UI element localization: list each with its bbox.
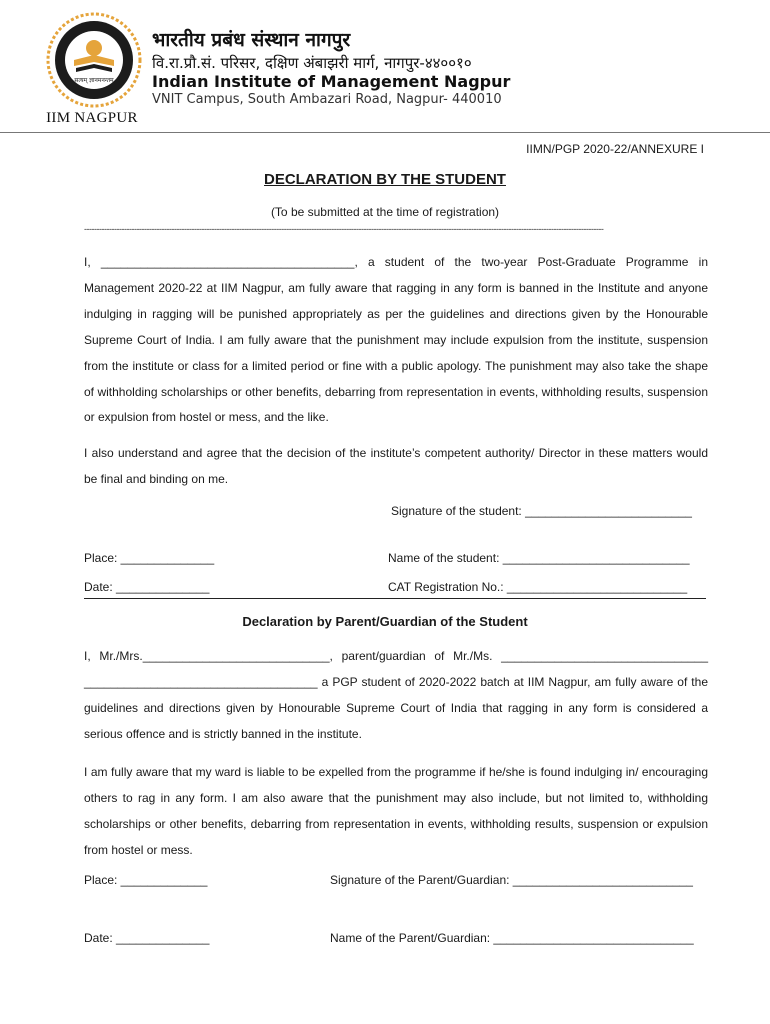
institute-name-english: Indian Institute of Management Nagpur [152,72,511,91]
dashed-separator: ---------------------------------------------------------------------------------------------------------------------------------------------------------------------------------------------------------------- [84,224,604,234]
parent-declaration-title: Declaration by Parent/Guardian of the Student [242,614,528,629]
student-signature-field[interactable]: Signature of the student: _________________________ [391,504,692,518]
parent-signature-field[interactable]: Signature of the Parent/Guardian: ___________________________ [330,873,693,887]
annexure-reference: IIMN/PGP 2020-22/ANNEXURE I [526,142,704,156]
student-name-field[interactable]: Name of the student: ____________________________ [388,551,690,565]
parent-declaration-paragraph: I, Mr./Mrs.____________________________, parent/guardian of Mr./Ms. _______________________________ ___________________________________ a PGP student of 2020-2022 batch at IIM Nagpur, am fully aware of the guidelines and directions given by Honourable Supreme Court of India that ragging in any form is considered a serious offence and is strictly banned in the institute. [84,649,708,741]
logo-caption: IIM NAGPUR [46,110,138,126]
section-divider [84,598,706,599]
header-divider [0,132,770,133]
student-date-field[interactable]: Date: ______________ [84,580,210,594]
student-place-field[interactable]: Place: ______________ [84,551,215,565]
institute-name-hindi: भारतीय प्रबंध संस्थान नागपुर [152,29,351,51]
declaration-title: DECLARATION BY THE STUDENT [264,171,506,188]
letterhead [0,0,770,132]
cat-registration-field[interactable]: CAT Registration No.: ___________________________ [388,580,688,594]
parent-awareness-paragraph: I am fully aware that my ward is liable to be expelled from the programme if he/she is found indulging in/ encouraging others to rag in any form. I am also aware that the punishment may also include, but not limited to, withholding scholarships or other benefits, debarring from representation in events, withholding results, suspension or expulsion from hostel or mess. [84,765,708,857]
institute-address-hindi: वि.रा.प्रौ.सं. परिसर, दक्षिण अंबाझरी मार्ग, नागपुर-४४००१० [152,54,472,72]
institute-address-english: VNIT Campus, South Ambazari Road, Nagpur- 440010 [152,92,502,107]
student-declaration-paragraph: I, ______________________________________, a student of the two-year Post-Graduate Programme in Management 2020-22 at IIM Nagpur, am fully aware that ragging in any form is banned in the Institute and anyone indulging in ragging will be punished appropriately as per the guidelines and directions given by the Honourable Supreme Court of India. I am fully aware that the punishment may include expulsion from the institute, suspension from the institute or class for a limited period or fine with a public apology. The punishment may also take the shape of withholding scholarships or other benefits, debarring from representation in events, withholding results, suspension or expulsion from hostel or mess, and the like. [84,255,708,425]
parent-name-field[interactable]: Name of the Parent/Guardian: ______________________________ [330,931,694,945]
student-agreement-paragraph: I also understand and agree that the decision of the institute’s competent authority/ Director in these matters would be final and binding on me. [84,446,708,486]
logo-motto: सत्यम् ज्ञानमनन्तम् [74,77,114,84]
parent-date-field[interactable]: Date: ______________ [84,931,210,945]
parent-place-field[interactable]: Place: _____________ [84,873,208,887]
declaration-subtitle: (To be submitted at the time of registration) [270,205,500,219]
